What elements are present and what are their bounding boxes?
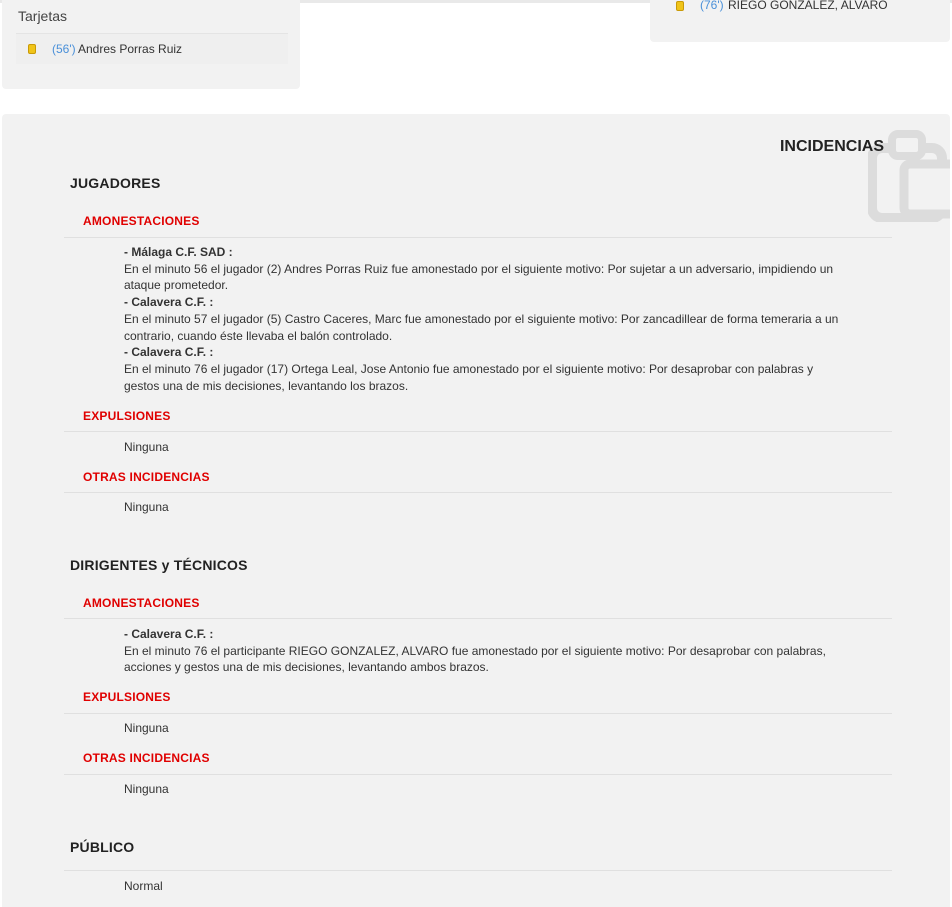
divider: [64, 431, 892, 432]
jugadores-otras-heading: OTRAS INCIDENCIAS: [83, 470, 210, 484]
dirigentes-otras-heading: OTRAS INCIDENCIAS: [83, 751, 210, 765]
clipboard-icon: [868, 122, 950, 222]
incident-text: En el minuto 57 el jugador (5) Castro Caceres, Marc fue amonestado por el siguiente motivo: Por zancadillear de forma temeraria a un contrario, cuando éste llevaba el balón controlado.: [124, 311, 839, 343]
jugadores-otras-value: Ninguna: [124, 500, 169, 514]
cards-panel-right: [650, 0, 950, 42]
team-name: - Calavera C.F. :: [124, 295, 214, 310]
card-player-name: Andres Porras Ruiz: [78, 42, 183, 56]
publico-value: Normal: [124, 879, 163, 893]
dirigentes-expulsiones-heading: EXPULSIONES: [83, 690, 171, 704]
dirigentes-otras-value: Ninguna: [124, 782, 169, 796]
incident-text: En el minuto 76 el participante RIEGO GONZALEZ, ALVARO fue amonestado por el siguiente motivo: Por desaprobar con palabras, acciones y gestos una de mis decisiones, levantando ambos brazos.: [124, 643, 826, 675]
dirigentes-amonestaciones-list: [124, 626, 844, 676]
yellow-card-icon: [676, 1, 684, 11]
incidencias-panel: [2, 114, 950, 907]
incidencias-title: INCIDENCIAS: [779, 138, 884, 155]
card-entry: [16, 33, 288, 64]
jugadores-heading: JUGADORES: [70, 175, 161, 191]
dirigentes-heading: DIRIGENTES y TÉCNICOS: [70, 557, 248, 573]
divider: [64, 618, 892, 619]
publico-heading: PÚBLICO: [70, 839, 135, 855]
team-name: - Calavera C.F. :: [124, 345, 214, 360]
divider: [64, 713, 892, 714]
jugadores-amonestaciones-list: [124, 244, 844, 394]
dirigentes-amonestaciones-heading: AMONESTACIONES: [83, 596, 200, 610]
incident-text: En el minuto 56 el jugador (2) Andres Porras Ruiz fue amonestado por el siguiente motivo: Por sujetar a un adversario, impidiendo un ataque prometedor.: [124, 261, 834, 293]
divider: [64, 774, 892, 775]
jugadores-expulsiones-heading: EXPULSIONES: [83, 409, 171, 423]
divider: [64, 870, 892, 871]
card-minute-link[interactable]: (56'): [52, 42, 76, 56]
dirigentes-expulsiones-value: Ninguna: [124, 721, 169, 735]
card-entry: [672, 0, 942, 10]
card-player-name: RIEGO GONZALEZ, ALVARO: [728, 0, 888, 12]
card-minute-link[interactable]: (76'): [700, 0, 724, 12]
team-name: - Calavera C.F. :: [124, 627, 214, 641]
yellow-card-icon: [28, 44, 36, 54]
jugadores-amonestaciones-heading: AMONESTACIONES: [83, 214, 200, 228]
jugadores-expulsiones-value: Ninguna: [124, 440, 169, 454]
incident-text: En el minuto 76 el jugador (17) Ortega Leal, Jose Antonio fue amonestado por el siguiente motivo: Por desaprobar con palabras y gestos una de mis decisiones, levantando los brazos.: [124, 361, 814, 393]
divider: [64, 492, 892, 493]
cards-panel-title: Tarjetas: [18, 8, 68, 24]
team-name: - Málaga C.F. SAD :: [124, 245, 233, 259]
cards-panel: [2, 0, 300, 89]
divider: [64, 237, 892, 238]
